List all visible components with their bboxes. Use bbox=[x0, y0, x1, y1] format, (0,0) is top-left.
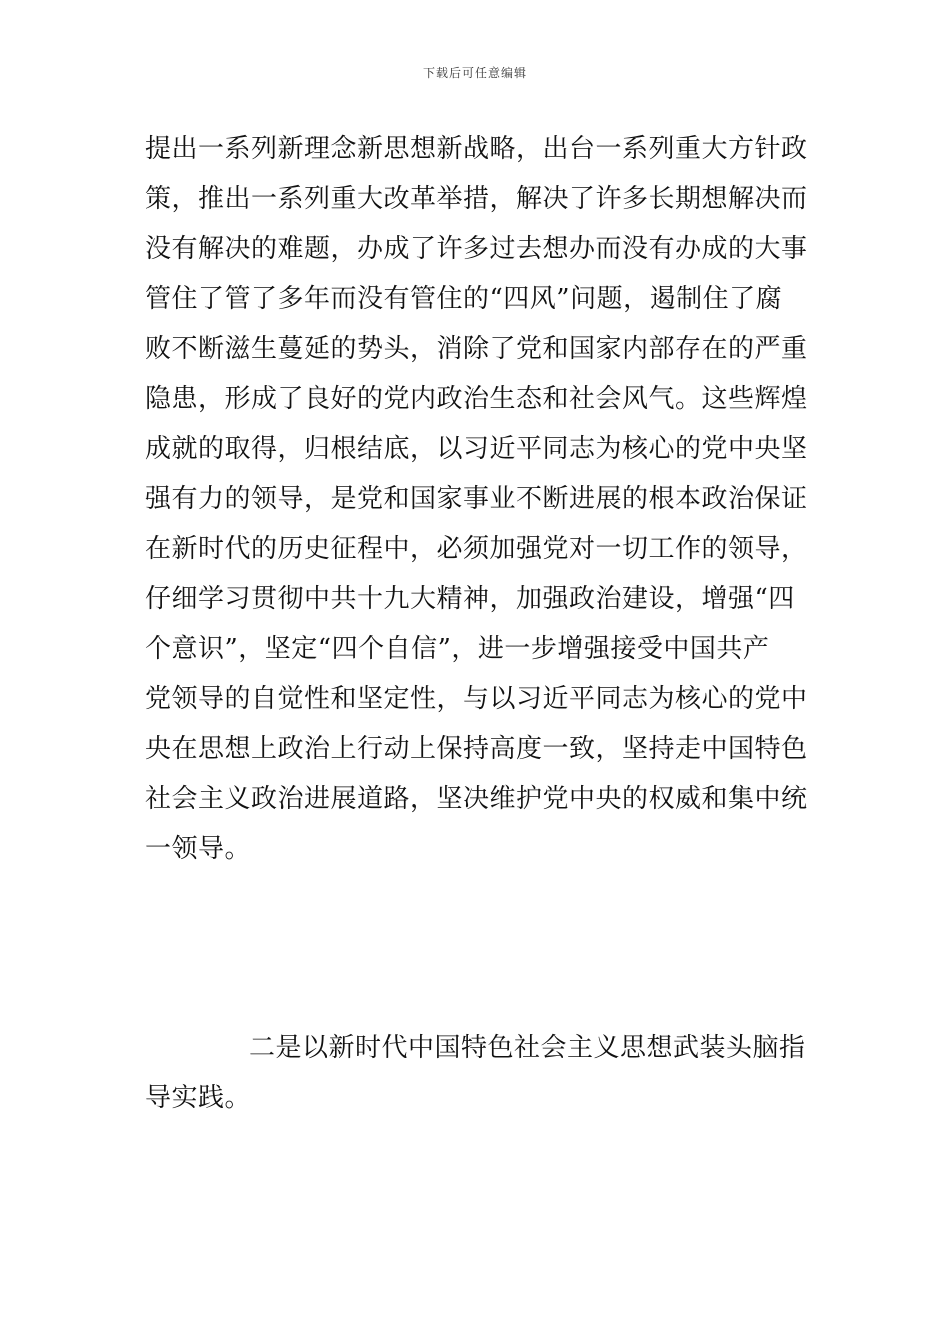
text-line: 管住了管了多年而没有管住的“四风”问题，遏制住了腐 bbox=[145, 284, 783, 314]
text-line: 二是以新时代中国特色社会主义思想武装头脑指 bbox=[249, 1033, 806, 1063]
text-line: 没有解决的难题，办成了许多过去想办而没有办成的大事 bbox=[145, 234, 808, 264]
paragraph-2 bbox=[145, 1023, 807, 1123]
text-line: 强有力的领导，是党和国家事业不断进展的根本政治保证 bbox=[145, 484, 808, 514]
text-line: 成就的取得，归根结底，以习近平同志为核心的党中央坚 bbox=[145, 434, 808, 464]
text-line: 社会主义政治进展道路，坚决维护党中央的权威和集中统 bbox=[145, 784, 808, 814]
text-line: 败不断滋生蔓延的势头，消除了党和国家内部存在的严重 bbox=[145, 334, 808, 364]
text-line: 导实践。 bbox=[145, 1083, 252, 1113]
text-line: 仔细学习贯彻中共十九大精神，加强政治建设，增强“四 bbox=[145, 584, 795, 614]
text-line: 央在思想上政治上行动上保持高度一致，坚持走中国特色 bbox=[145, 734, 808, 764]
text-line: 隐患，形成了良好的党内政治生态和社会风气。这些辉煌 bbox=[145, 384, 808, 414]
text-line: 提出一系列新理念新思想新战略，出台一系列重大方针政 bbox=[145, 134, 808, 164]
text-line: 个意识”，坚定“四个自信”，进一步增强接受中国共产 bbox=[145, 634, 770, 664]
paragraph-1 bbox=[145, 124, 807, 874]
header-note: 下载后可任意编辑 bbox=[422, 66, 527, 80]
text-line: 在新时代的历史征程中，必须加强党对一切工作的领导， bbox=[145, 534, 808, 564]
text-line: 一领导。 bbox=[145, 834, 252, 864]
text-line: 策，推出一系列重大改革举措，解决了许多长期想解决而 bbox=[145, 184, 808, 214]
text-line: 党领导的自觉性和坚定性，与以习近平同志为核心的党中 bbox=[145, 684, 808, 714]
